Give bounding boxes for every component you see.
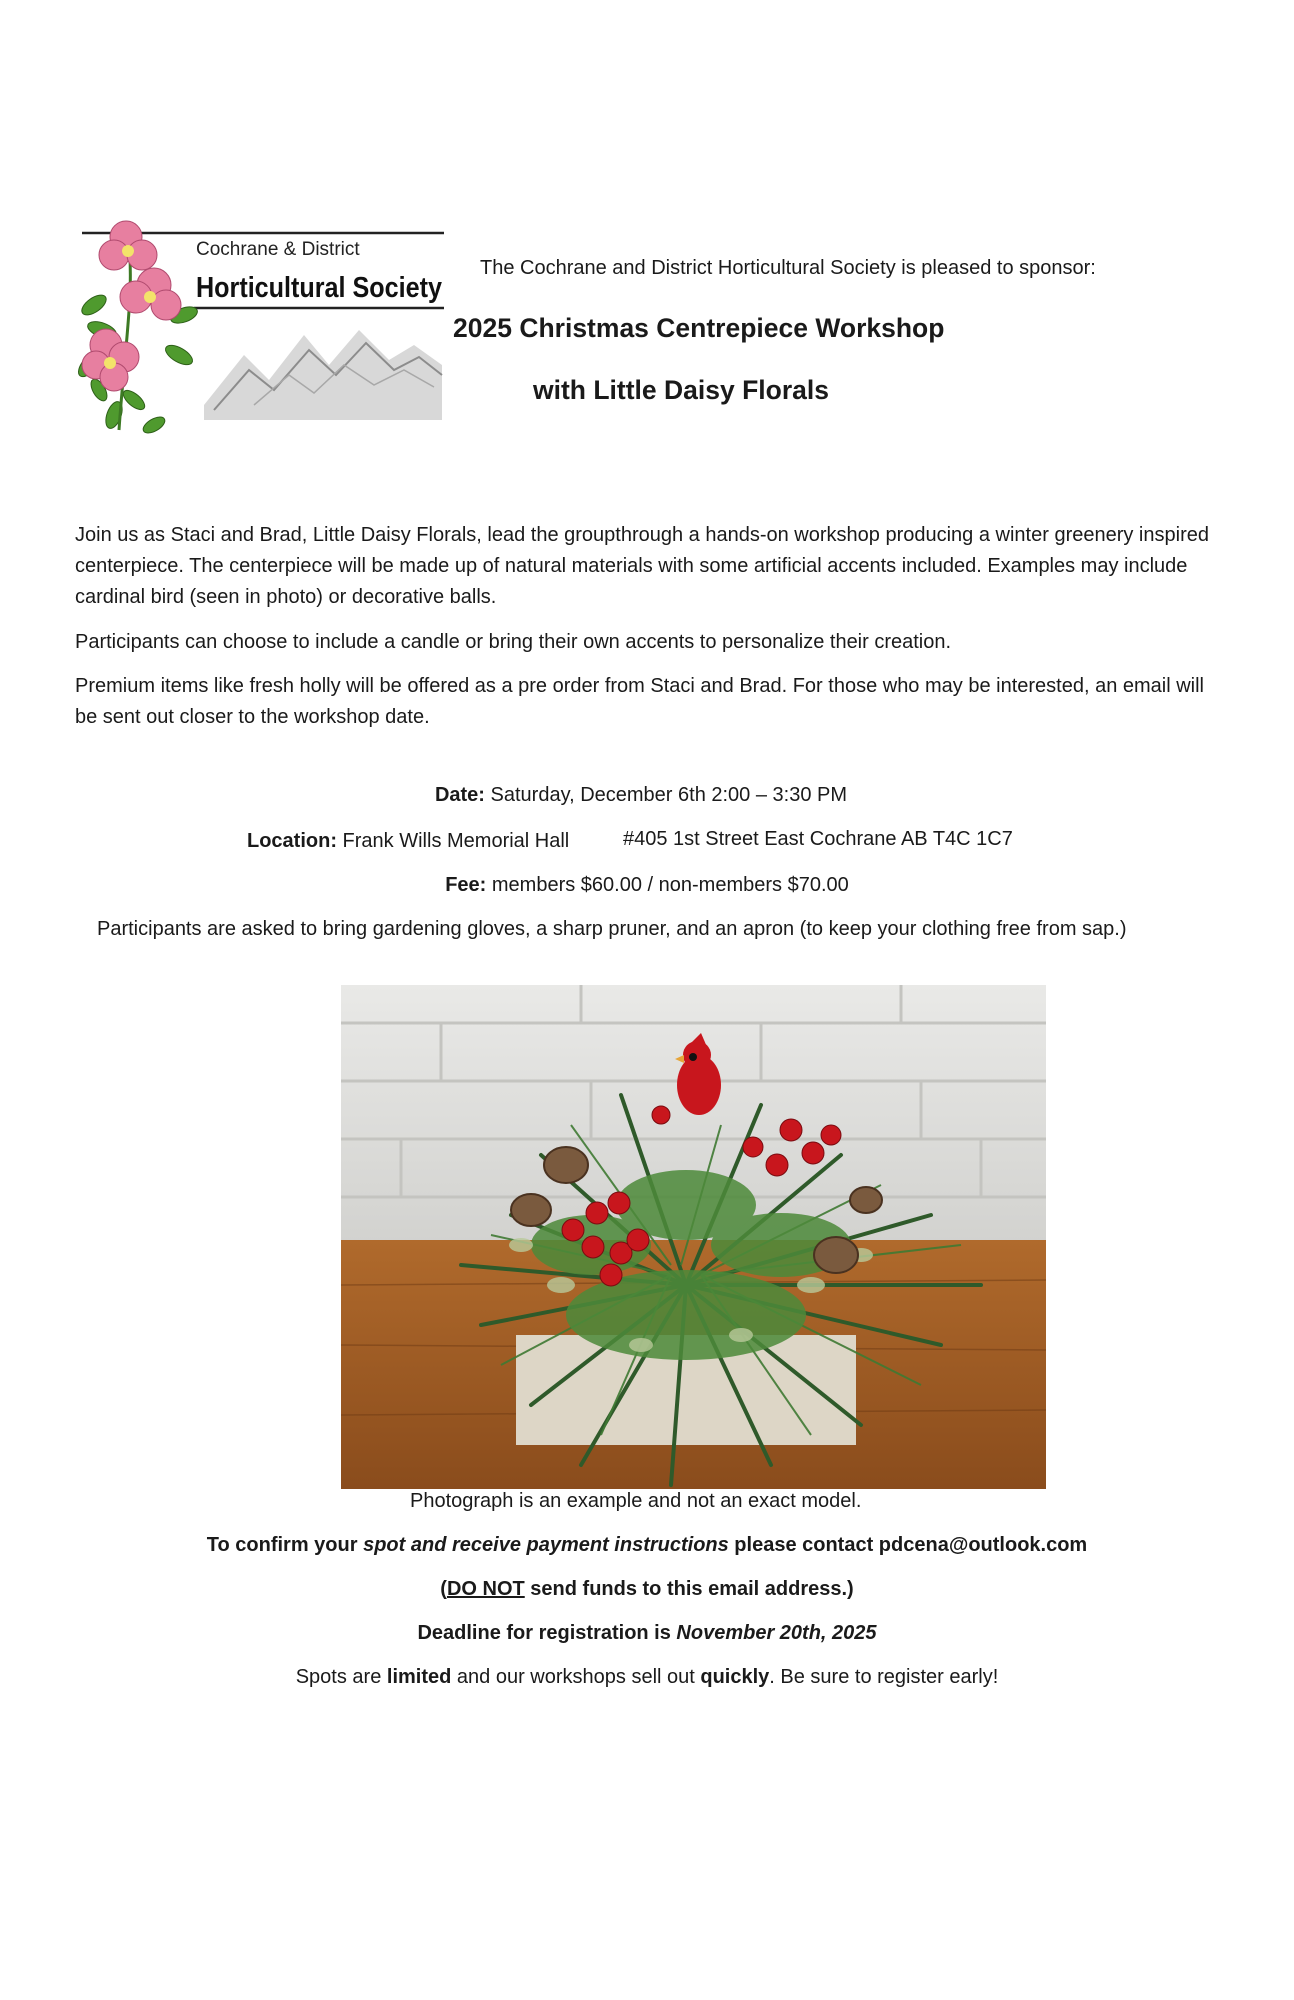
bring-items-text: Participants are asked to bring gardening gloves, a sharp pruner, and an apron (to keep your clothing free from sap.): [97, 918, 1127, 940]
address-text: #405 1st Street East Cochrane AB T4C 1C7: [623, 828, 1013, 850]
society-logo: [74, 205, 446, 437]
centrepiece-illustration: [341, 985, 1046, 1489]
location-value: Frank Wills Memorial Hall: [337, 830, 570, 852]
fee-line: [0, 874, 1294, 897]
notice-rest: send funds to this email address.): [524, 1578, 854, 1600]
date-value: Saturday, December 6th 2:00 – 3:30 PM: [484, 784, 848, 806]
workshop-title: 2025 Christmas Centrepiece Workshop: [453, 313, 945, 343]
spots-text: . Be sure to register early!: [769, 1666, 999, 1688]
logo-line1: Cochrane & District: [196, 239, 360, 260]
location-line: [247, 830, 569, 853]
notice-open: (: [440, 1578, 447, 1600]
photo-caption: Photograph is an example and not an exact model.: [410, 1490, 862, 1512]
confirm-contact: please contact pdcena@outlook.com: [728, 1534, 1088, 1556]
spots-quickly: quickly: [700, 1666, 770, 1688]
centrepiece-photo: [341, 985, 1046, 1489]
logo-line2: Horticultural Society: [196, 272, 442, 304]
intro-paragraph: Premium items like fresh holly will be offered as a pre order from Staci and Brad. For those who may be interested, an email will be sent out closer to the workshop date.: [75, 675, 1205, 728]
sponsor-text: The Cochrane and District Horticultural Society is pleased to sponsor:: [480, 257, 1096, 279]
workshop-subtitle: with Little Daisy Florals: [533, 375, 829, 405]
location-label: Location:: [247, 830, 337, 852]
spots-limited: limited: [386, 1666, 452, 1688]
spots-text: and our workshops sell out: [451, 1666, 701, 1688]
deadline-line: [0, 1622, 1294, 1645]
do-not-emphasis: DO NOT: [446, 1578, 525, 1600]
confirm-instructions: [0, 1534, 1294, 1557]
date-label: Date:: [434, 784, 485, 806]
spots-text: Spots are: [295, 1666, 387, 1688]
deadline-date: November 20th, 2025: [676, 1622, 877, 1644]
logo-graphic: [74, 205, 446, 437]
intro-paragraph: Participants can choose to include a candle or bring their own accents to personalize their creation.: [75, 631, 952, 653]
date-line: [0, 784, 1294, 807]
confirm-emphasis: spot and receive payment instructions: [363, 1534, 729, 1556]
deadline-text: Deadline for registration is: [417, 1622, 677, 1644]
fee-value: members $60.00 / non-members $70.00: [486, 874, 849, 896]
spots-limited-line: [0, 1666, 1294, 1689]
confirm-text: To confirm your: [206, 1534, 364, 1556]
no-funds-notice: [0, 1578, 1294, 1601]
fee-label: Fee:: [445, 874, 487, 896]
intro-paragraph: Join us as Staci and Brad, Little Daisy Florals, lead the groupthrough a hands-on workshop producing a winter greenery inspired centerpiece. The centerpiece will be made up of natural materials with some artificial accents included. Examples may include cardinal bird (seen in photo) or decorative balls.: [75, 524, 1209, 608]
